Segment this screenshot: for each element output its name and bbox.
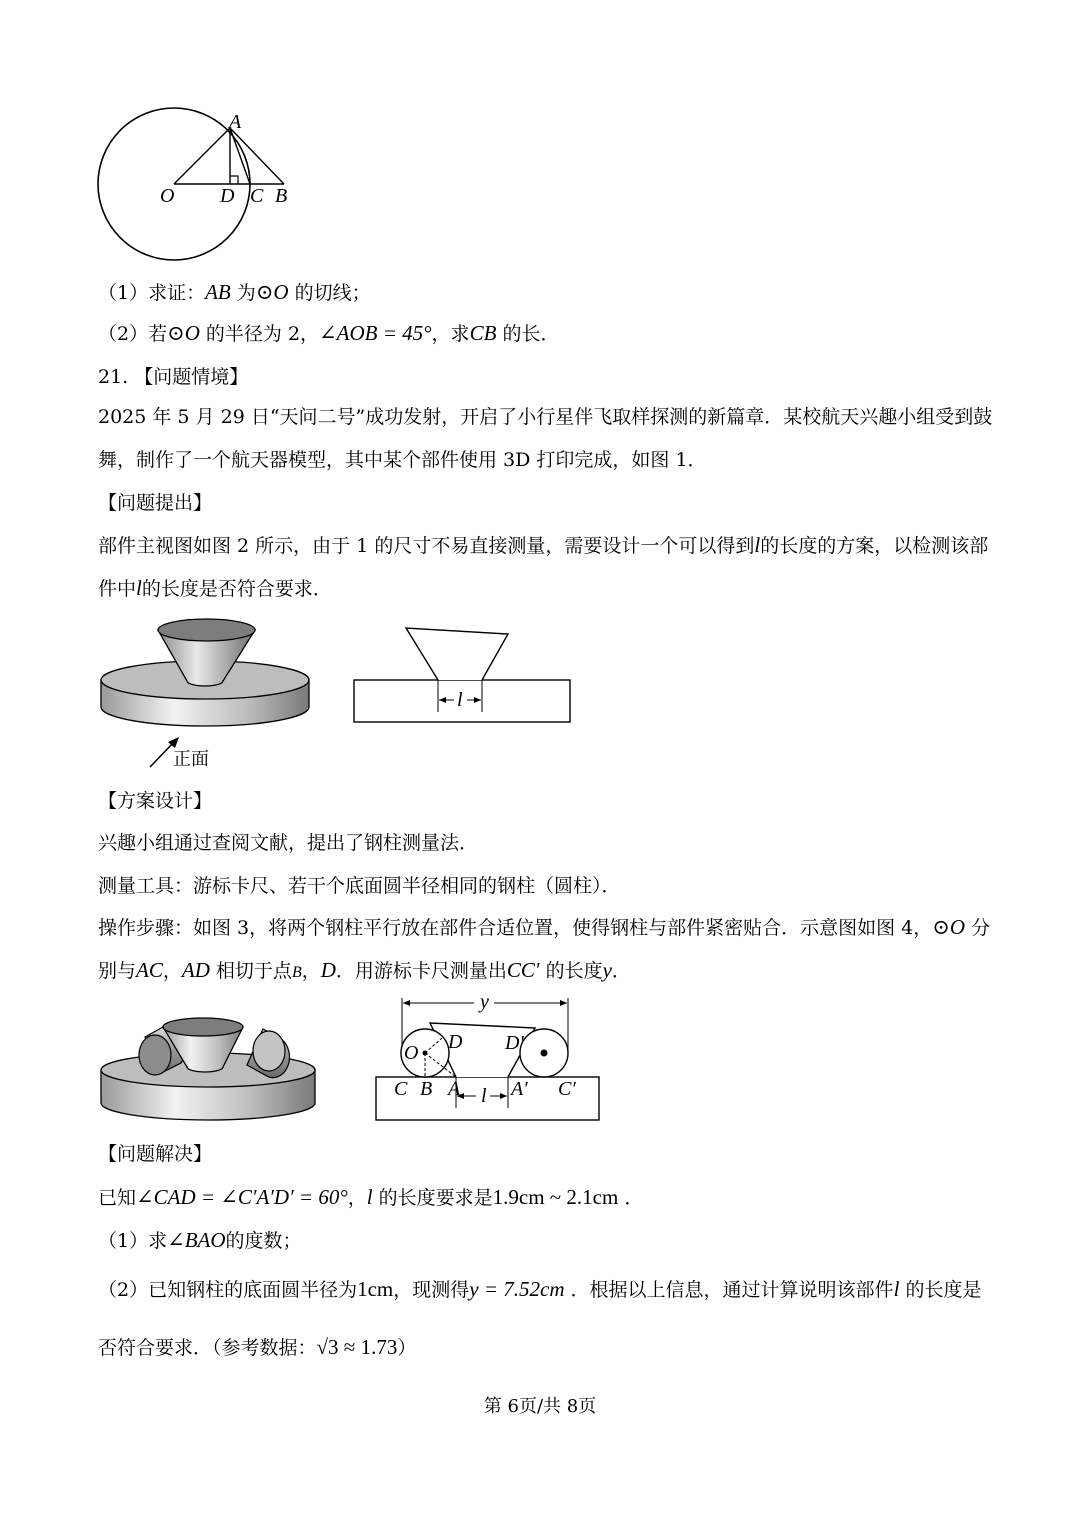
q21-heading-solve: 【问题解决】 — [98, 1143, 213, 1165]
label-b: B — [275, 185, 288, 207]
q21-design-1: 兴趣小组通过查阅文献，提出了钢柱测量法． — [98, 832, 479, 854]
q21-intro-2: 舞，制作了一个航天器模型，其中某个部件使用 3D 打印完成，如图 1． — [98, 449, 707, 471]
circle-tangent-figure — [90, 105, 310, 265]
figure-4-schematic — [370, 990, 605, 1125]
label-front: 正面 — [173, 749, 209, 769]
label-y: y — [480, 991, 489, 1013]
q20-part1: （1）求证：AB 为⊙O 的切线； — [98, 280, 371, 304]
q21-known: 已知∠CAD = ∠C′A′D′ = 60°，l 的长度要求是1.9cm ~ 2.1cm ． — [98, 1185, 644, 1209]
q21-sub1: （1）求∠BAO的度数； — [98, 1228, 302, 1252]
label-o: O — [160, 185, 175, 207]
q21-design-4: 别与AC，AD 相切于点B，D．用游标卡尺测量出CC′ 的长度y． — [98, 958, 631, 982]
q21-heading-design: 【方案设计】 — [98, 790, 213, 812]
label-dprime-fig4: D′ — [505, 1032, 524, 1054]
q21-sub2-cont: 否符合要求．（参考数据：√3 ≈ 1.73） — [98, 1335, 417, 1359]
q20-part2: （2）若⊙O 的半径为 2，∠AOB = 45°，求CB 的长． — [98, 321, 560, 345]
label-b-fig4: B — [420, 1078, 433, 1100]
q21-question-2: 件中l的长度是否符合要求． — [98, 576, 332, 600]
label-c: C — [250, 185, 264, 207]
figure-1-part-3d — [95, 615, 330, 775]
label-c-fig4: C — [394, 1078, 408, 1100]
label-l: l — [457, 689, 463, 711]
q21-question-1: 部件主视图如图 2 所示，由于 1 的尺寸不易直接测量，需要设计一个可以得到l的长度的方案，以检测该部 — [98, 533, 989, 557]
figure-2-front-view — [350, 620, 580, 730]
label-cprime-fig4: C′ — [558, 1078, 576, 1100]
label-aprime-fig4: A′ — [511, 1078, 528, 1100]
label-a: A — [229, 111, 242, 133]
label-l-fig4: l — [481, 1085, 487, 1107]
q21-header: 21. 【问题情境】 — [98, 366, 249, 388]
q21-intro-1: 2025 年 5 月 29 日“天问二号”成功发射，开启了小行星伴飞取样探测的新篇章．某校航天兴趣小组受到鼓 — [98, 406, 993, 428]
segment-oa — [174, 128, 230, 184]
figure-3-part-with-pins — [95, 1015, 330, 1130]
label-a-fig4: A — [448, 1078, 461, 1100]
q21-heading-question: 【问题提出】 — [98, 492, 213, 514]
page-footer: 第 6页/共 8页 — [483, 1396, 597, 1417]
label-d: D — [220, 185, 235, 207]
q21-design-3: 操作步骤：如图 3，将两个钢柱平行放在部件合适位置，使得钢柱与部件紧密贴合．示意图如图 4，⊙O 分 — [98, 915, 991, 939]
label-o-fig4: O — [404, 1042, 419, 1064]
q21-sub2: （2）已知钢柱的底面圆半径为1cm，现测得y = 7.52cm ．根据以上信息，通过计算说明该部件l 的长度是 — [98, 1277, 982, 1301]
q21-design-2: 测量工具：游标卡尺、若干个底面圆半径相同的钢柱（圆柱）． — [98, 875, 621, 897]
right-angle-mark — [230, 176, 238, 184]
label-d-fig4: D — [448, 1031, 463, 1053]
